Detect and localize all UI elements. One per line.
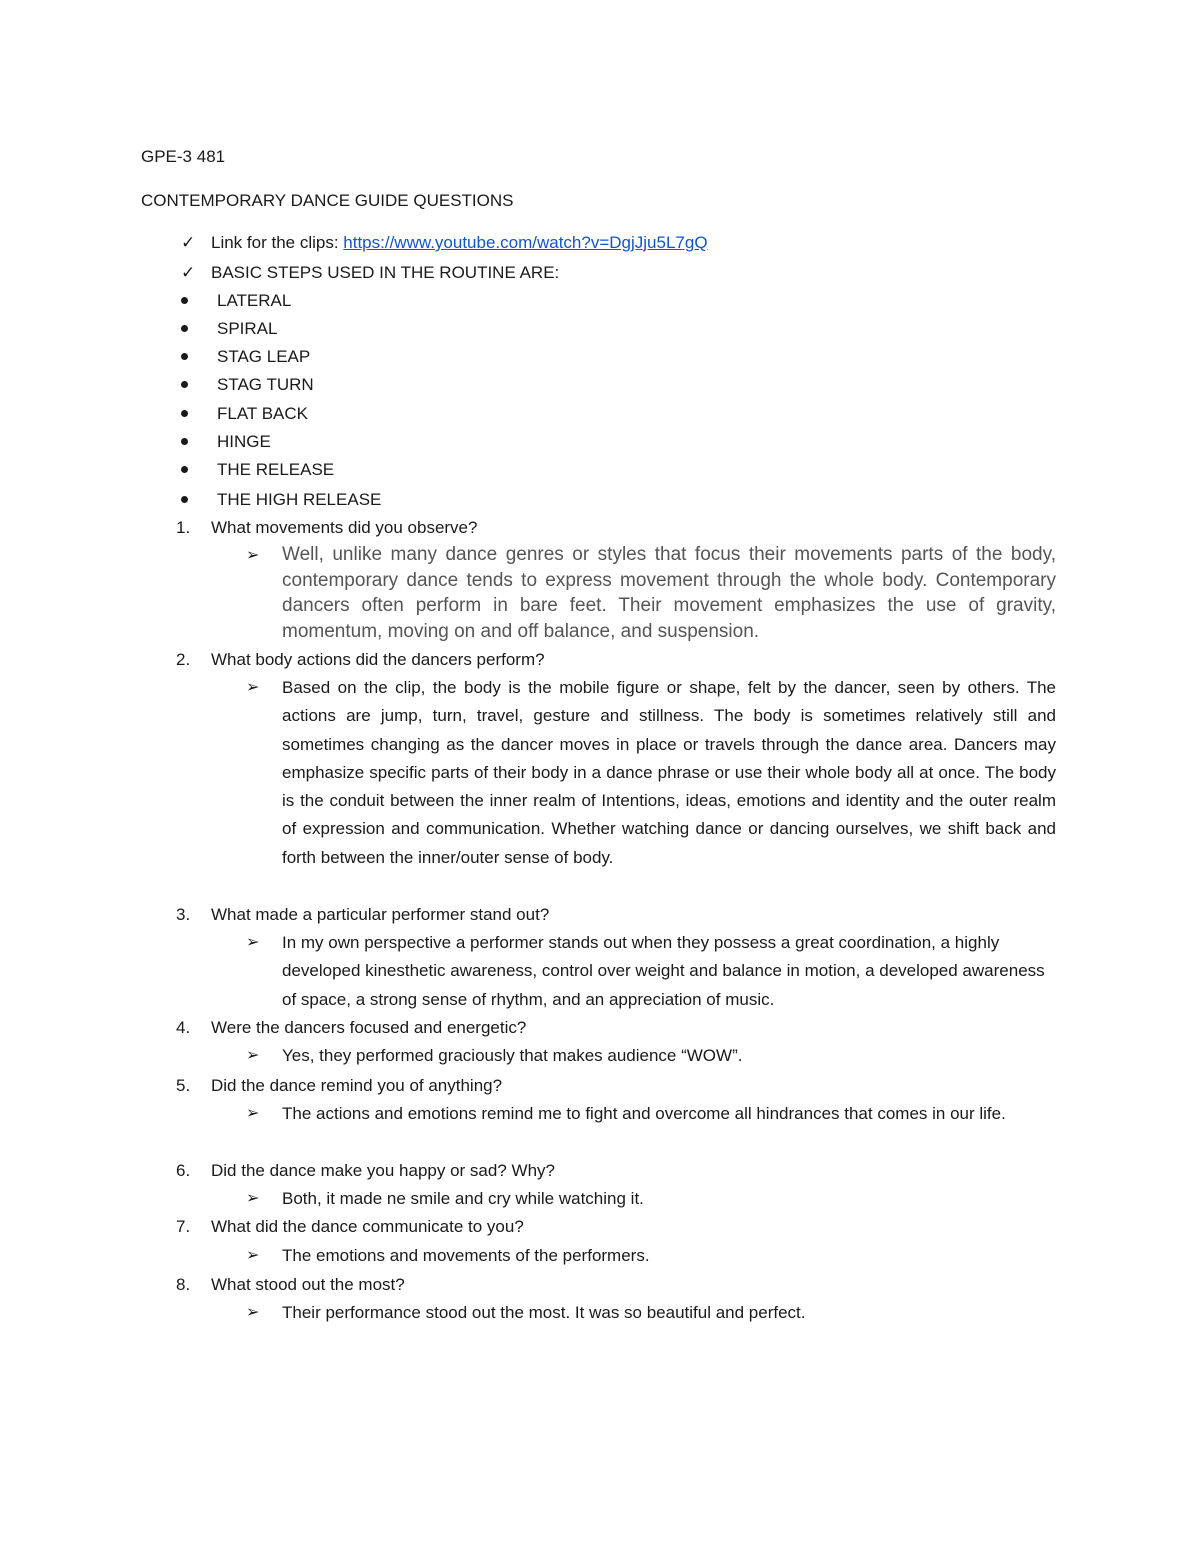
steps-heading: BASIC STEPS USED IN THE ROUTINE ARE: bbox=[211, 263, 560, 282]
youtube-link[interactable]: https://www.youtube.com/watch?v=DgjJju5L7gQ bbox=[343, 233, 708, 252]
question-number: 6. bbox=[176, 1161, 191, 1180]
bullet-icon bbox=[181, 466, 188, 473]
question-number: 8. bbox=[176, 1275, 191, 1294]
step-item: STAG LEAP bbox=[217, 347, 311, 366]
answer-text: Both, it made ne smile and cry while watching it. bbox=[282, 1189, 644, 1208]
bullet-icon bbox=[181, 496, 188, 503]
course-code: GPE-3 481 bbox=[141, 147, 226, 166]
question-number: 5. bbox=[176, 1076, 191, 1095]
question-number: 2. bbox=[176, 650, 191, 669]
answer-text: In my own perspective a performer stands out when they possess a great coordination, a highly developed kinesthetic awareness, control over weight and balance in motion, a developed awareness of space, a strong sense of rhythm, and an appreciation of music. bbox=[282, 933, 1045, 1009]
arrow-bullet-icon: ➢ bbox=[246, 1105, 260, 1122]
question-text: Did the dance remind you of anything? bbox=[211, 1076, 503, 1095]
arrow-bullet-icon: ➢ bbox=[246, 547, 260, 564]
question-text: What stood out the most? bbox=[211, 1275, 405, 1294]
arrow-bullet-icon: ➢ bbox=[246, 1190, 260, 1207]
bullet-icon bbox=[181, 438, 188, 445]
answer-text: Their performance stood out the most. It was so beautiful and perfect. bbox=[282, 1303, 806, 1322]
checkmark-icon: ✓ bbox=[181, 263, 196, 282]
step-item: LATERAL bbox=[217, 291, 292, 310]
link-label: Link for the clips: bbox=[211, 233, 344, 252]
bullet-icon bbox=[181, 353, 188, 360]
question-text: What movements did you observe? bbox=[211, 518, 478, 537]
answer-text: Yes, they performed graciously that makes audience “WOW”. bbox=[282, 1046, 743, 1065]
arrow-bullet-icon: ➢ bbox=[246, 934, 260, 951]
step-item: HINGE bbox=[217, 432, 271, 451]
question-number: 3. bbox=[176, 905, 191, 924]
question-number: 1. bbox=[176, 518, 191, 537]
step-item: THE RELEASE bbox=[217, 460, 335, 479]
step-item: STAG TURN bbox=[217, 375, 314, 394]
arrow-bullet-icon: ➢ bbox=[246, 1247, 260, 1264]
step-item: THE HIGH RELEASE bbox=[217, 490, 382, 509]
bullet-icon bbox=[181, 325, 188, 332]
arrow-bullet-icon: ➢ bbox=[246, 679, 260, 696]
answer-text: Based on the clip, the body is the mobile figure or shape, felt by the dancer, seen by others. The actions are jump, turn, travel, gesture and stillness. The body is sometimes relatively still and sometimes changing as the dancer moves in place or travels through the dance area. Dancers may emphasize specific parts of their body in a dance phrase or use their whole body all at once. The body is the conduit between the inner realm of Intentions, ideas, emotions and identity and the outer realm of expression and communication. Whether watching dance or dancing ourselves, we shift back and forth between the inner/outer sense of body. bbox=[282, 678, 1056, 867]
step-item: FLAT BACK bbox=[217, 404, 309, 423]
arrow-bullet-icon: ➢ bbox=[246, 1304, 260, 1321]
step-item: SPIRAL bbox=[217, 319, 278, 338]
link-line bbox=[211, 232, 708, 254]
question-text: What made a particular performer stand out? bbox=[211, 905, 550, 924]
answer-text: The actions and emotions remind me to fight and overcome all hindrances that comes in our life. bbox=[282, 1104, 1006, 1123]
bullet-icon bbox=[181, 297, 188, 304]
question-number: 7. bbox=[176, 1217, 191, 1236]
answer-text: The emotions and movements of the performers. bbox=[282, 1246, 650, 1265]
question-text: What body actions did the dancers perform? bbox=[211, 650, 545, 669]
checkmark-icon: ✓ bbox=[181, 233, 196, 252]
document-title: CONTEMPORARY DANCE GUIDE QUESTIONS bbox=[141, 191, 514, 210]
bullet-icon bbox=[181, 381, 188, 388]
question-number: 4. bbox=[176, 1018, 191, 1037]
question-text: Were the dancers focused and energetic? bbox=[211, 1018, 527, 1037]
arrow-bullet-icon: ➢ bbox=[246, 1047, 260, 1064]
bullet-icon bbox=[181, 410, 188, 417]
question-text: What did the dance communicate to you? bbox=[211, 1217, 524, 1236]
question-text: Did the dance make you happy or sad? Why? bbox=[211, 1161, 555, 1180]
answer-text: Well, unlike many dance genres or styles that focus their movements parts of the body, contemporary dance tends to express movement through the whole body. Contemporary dancers often perform in bare feet. Their movement emphasizes the use of gravity, momentum, moving on and off balance, and suspension. bbox=[282, 544, 1056, 642]
